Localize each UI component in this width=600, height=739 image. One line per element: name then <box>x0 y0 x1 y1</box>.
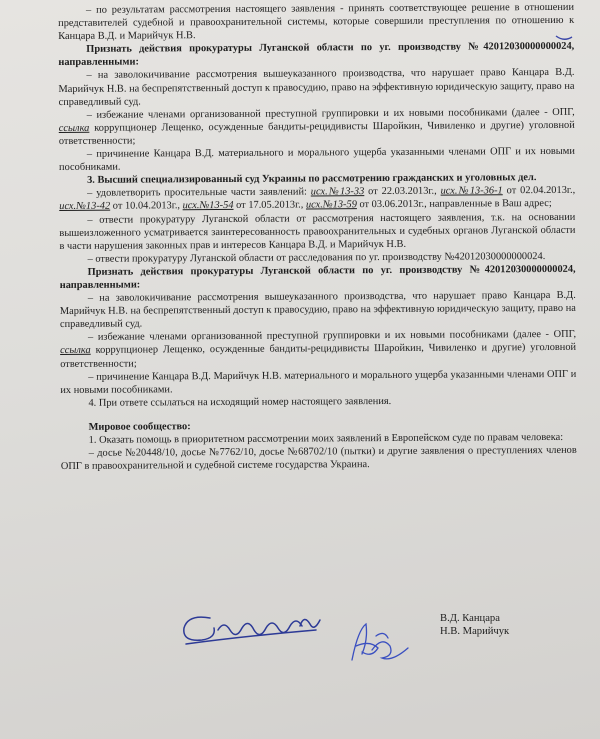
ref-link-13-59[interactable]: исх.№13-59 <box>305 199 357 211</box>
paragraph-text: – причинение Канцара В.Д. материального и морального ущерба указанными членами ОПГ и их новыми пособниками. <box>58 145 575 174</box>
paragraph-text: коррупционер Лещенко, осужденные бандиты-рецидивисты Шаройкин, Чивиленко и другие) уголовной ответственности; <box>58 119 575 147</box>
signature-kantsara <box>184 617 320 644</box>
paragraph-text: от 02.04.2013г., <box>502 185 576 197</box>
paragraph-text: – удовлетворить просительные части заявлений: <box>87 186 311 200</box>
heading-text: Признать действия прокуратуры Луганской области по уг. производству №42012030000000024, направленными: <box>58 41 575 69</box>
reference-link-2[interactable]: ссылка <box>60 345 91 357</box>
paragraph-text: коррупционер Лещенко, осужденные бандиты-рецидивисты Шаройкин, Чивиленко и другие) уголовной ответственности; <box>60 342 577 370</box>
paragraph-text: – избежание членами организованной преступной группировки и их новыми пособниками (далее - ОПГ, <box>86 106 575 121</box>
signature-mariychuk <box>352 624 408 660</box>
paragraph-text: – отвести прокуратуру Луганской области от расследования по уг. производству №42012030000000024. <box>87 250 546 265</box>
reference-link[interactable]: ссылка <box>58 122 90 134</box>
ref-link-13-54[interactable]: исх.№13-54 <box>182 200 234 212</box>
paragraph-text: – по результатам рассмотрения настоящего заявления - принять соответствующее решение в отношении представителей судебной и правоохранительной системы, которые совершили преступления по отношению к Канцара В.Д. и Марийчук Н.В. <box>58 1 575 43</box>
paragraph-text: от 10.04.2013г., <box>110 200 183 213</box>
paragraph-text: – досье №20448/10, досье №7762/10, досье №68702/10 (пытки) и другие заявления о преступлениях членов ОПГ в правоохранительной и судебной системе государства Украина. <box>60 444 577 473</box>
paragraph-text: – отвести прокуратуру Луганской области от рассмотрения настоящего заявления, т.к. на основании вышеизложенного усматривается заинтересованность правоохранительных и судебных органов Луганской области в части нарушения законных прав и интересов Канцара В.Д. и Марийчук Н.В. <box>59 211 576 252</box>
heading-text: 3. Высший специализированный суд Украины по рассмотрению гражданских и уголовных дел. <box>87 172 537 187</box>
signer-name-2: Н.В. Марийчук <box>440 626 510 637</box>
heading-text: Мировое сообщество: <box>88 421 191 433</box>
paragraph-text: 1. Оказать помощь в приоритетном рассмотрении моих заявлений в Европейском суде по правам человека: <box>88 431 564 446</box>
ref-link-13-33[interactable]: исх.№13-33 <box>310 186 365 198</box>
paragraph-text: – причинение Канцара В.Д. Марийчук Н.В. материального и морального ущерба указанными членами ОПГ и их новыми пособниками. <box>60 368 577 396</box>
ref-link-13-36-1[interactable]: исх.№13-36-1 <box>440 185 503 197</box>
paragraph-text: от 22.03.2013г., <box>364 185 441 198</box>
heading-text: Признать действия прокуратуры Луганской области по уг. производству №42012030000000024, направленными: <box>59 263 576 291</box>
pen-mark-top-right <box>556 36 572 39</box>
paragraph-text: – избежание членами организованной преступной группировки и их новыми пособниками (далее - ОПГ, <box>88 329 577 344</box>
paragraph-text: 4. При ответе ссылаться на исходящий номер настоящего заявления. <box>88 395 392 409</box>
paragraph-text: – на заволокичивание рассмотрения вышеуказанного производства, что нарушает право Канцара В.Д. Марийчук Н.В. на беспрепятственный доступ к правосудию, право на эффективную юридическую защиту, право на справедливый суд. <box>58 67 575 108</box>
paragraph-text: от 03.06.2013г., направленные в Ваш адрес; <box>356 198 552 211</box>
paragraph-text: от 17.05.2013г., <box>233 199 306 212</box>
paragraph-text: – на заволокичивание рассмотрения вышеуказанного производства, что нарушает право Канцара В.Д. Марийчук Н.В. на беспрепятственный доступ к правосудию, право на эффективную юридическую защиту, право на справедливый суд. <box>59 289 576 331</box>
ref-link-13-42[interactable]: исх.№13-42 <box>59 201 111 213</box>
signer-name-1: В.Д. Канцара <box>440 613 500 624</box>
